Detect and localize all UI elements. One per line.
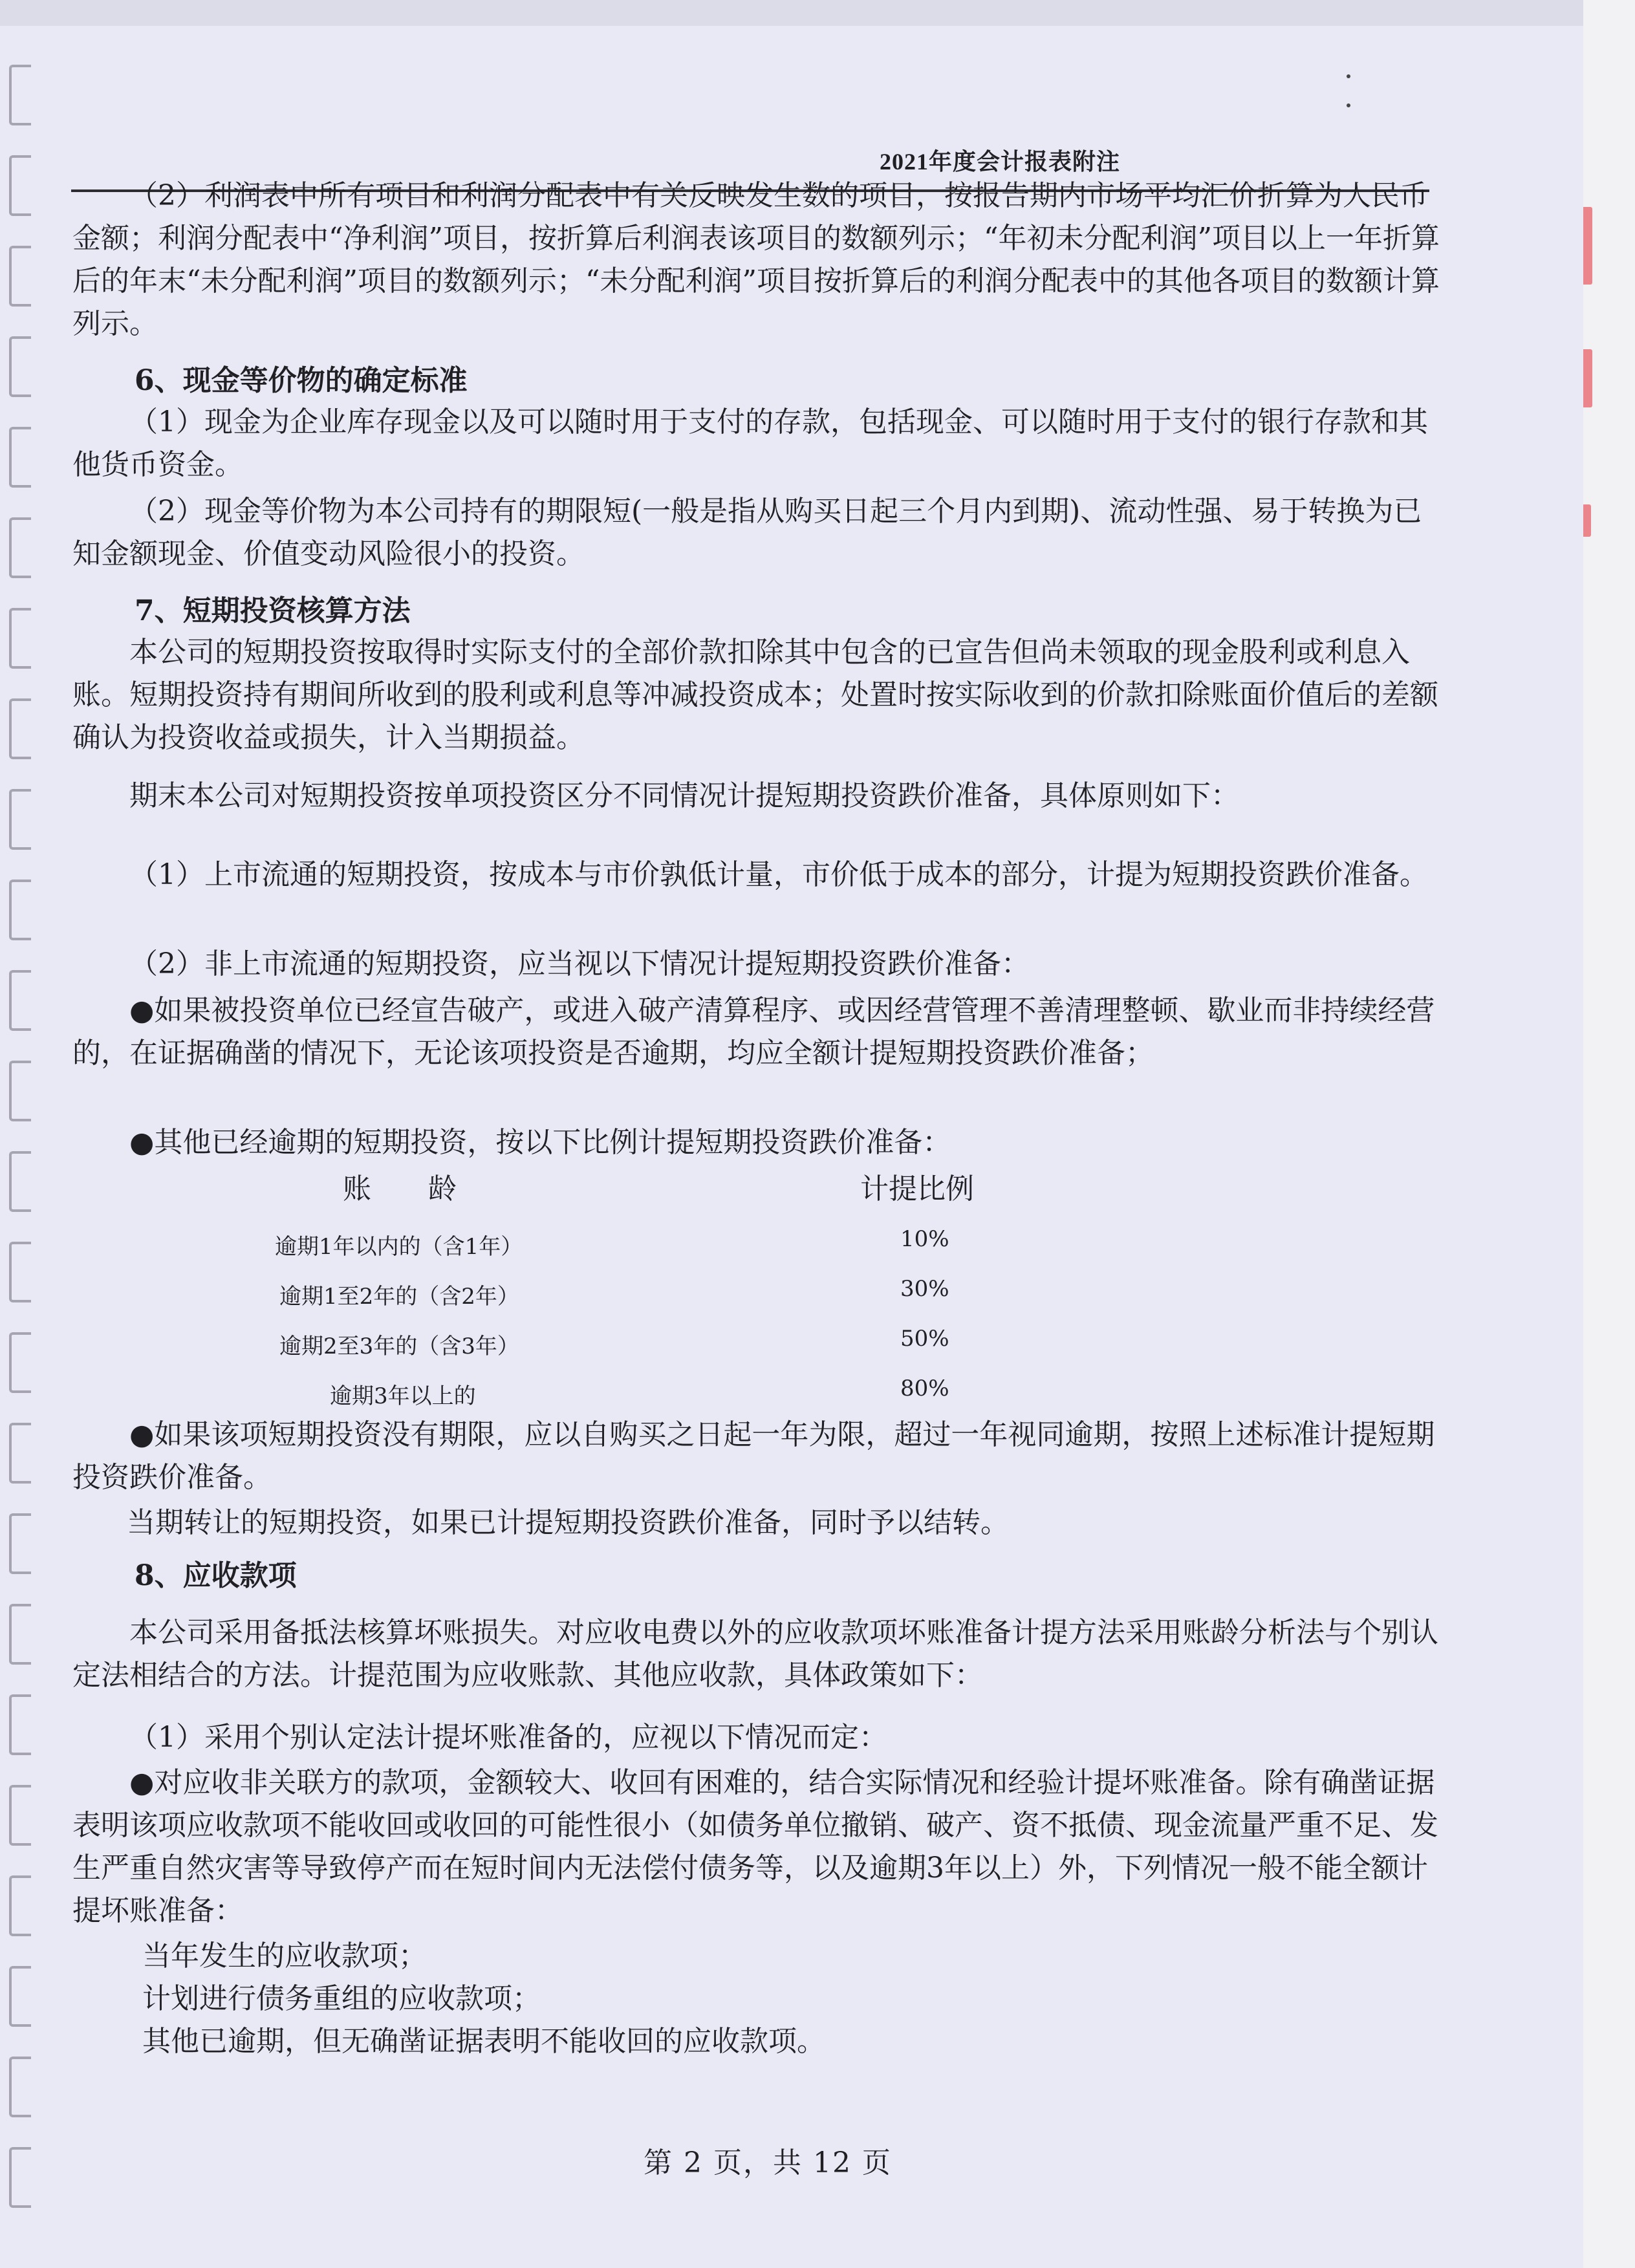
- binder-hole-icon: [9, 789, 31, 850]
- paragraph-non-related-receivables: ●对应收非关联方的款项，金额较大、收回有困难的，结合实际情况和经验计提坏账准备。除有确凿证据表明该项应收款项不能收回或收回的可能性很小（如债务单位撤销、破产、资不抵债、现金流量严重不足、发生严重自然灾害等导致停产而在短时间内无法偿付债务等，以及逾期3年以上）外，下列情况一般不能全额计提坏账准备：: [72, 1766, 1438, 1927]
- table-cell-ratio: 10%: [900, 1226, 949, 1252]
- table-cell-aging: 逾期1年以内的（含1年）: [275, 1234, 523, 1260]
- paragraph-individual-assessment: （1）采用个别认定法计提坏账准备的，应视以下情况而定：: [129, 1721, 887, 1754]
- table-header-aging: 账 龄: [343, 1172, 457, 1205]
- list-item-current-year: 当年发生的应收款项；: [142, 1939, 427, 1972]
- binder-hole-icon: [9, 1513, 31, 1574]
- binder-hole-icon: [9, 2057, 31, 2117]
- binder-hole-icon: [9, 970, 31, 1031]
- table-cell-ratio: 50%: [900, 1326, 949, 1352]
- scan-margin-strip: [1583, 0, 1635, 2268]
- red-stamp-fragment: [1582, 504, 1591, 537]
- section-heading-short-term-investment: 7、短期投资核算方法: [135, 594, 411, 627]
- binder-hole-icon: [9, 698, 31, 759]
- scan-speck: [1347, 74, 1350, 78]
- binder-hole-icon: [9, 1785, 31, 1846]
- page-number: 第 2 页，共 12 页: [644, 2146, 892, 2179]
- binder-hole-icon: [9, 1242, 31, 1302]
- binder-hole-icon: [9, 1694, 31, 1755]
- paragraph-cash-definition: （1）现金为企业库存现金以及可以随时用于支付的存款，包括现金、可以随时用于支付的银行存款和其他货币资金。: [72, 405, 1428, 481]
- paragraph-no-maturity: ●如果该项短期投资没有期限，应以自购买之日起一年为限，超过一年视同逾期，按照上述标准计提短期投资跌价准备。: [72, 1418, 1435, 1494]
- binder-hole-icon: [9, 880, 31, 940]
- binder-hole-icon: [9, 1604, 31, 1665]
- table-cell-aging: 逾期1至2年的（含2年）: [279, 1284, 519, 1310]
- document-page: [0, 26, 1583, 2268]
- paragraph-impairment-principles: 期末本公司对短期投资按单项投资区分不同情况计提短期投资跌价准备，具体原则如下：: [129, 779, 1239, 812]
- table-cell-ratio: 30%: [900, 1276, 949, 1302]
- binder-hole-icon: [9, 1966, 31, 2027]
- binder-hole-icon: [9, 155, 31, 216]
- page-header-title: 2021年度会计报表附注: [880, 149, 1121, 175]
- paragraph-unlisted-investments: （2）非上市流通的短期投资，应当视以下情况计提短期投资跌价准备：: [129, 947, 1030, 980]
- paragraph-bad-debt-method: 本公司采用备抵法核算坏账损失。对应收电费以外的应收款项坏账准备计提方法采用账龄分析法与个别认定法相结合的方法。计提范围为应收账款、其他应收款，具体政策如下：: [72, 1616, 1438, 1692]
- binder-hole-icon: [9, 65, 31, 125]
- paragraph-transfer: 当期转让的短期投资，如果已计提短期投资跌价准备，同时予以结转。: [127, 1506, 1009, 1539]
- section-heading-cash-equivalents: 6、现金等价物的确定标准: [135, 364, 468, 397]
- list-item-overdue-unproven: 其他已逾期，但无确凿证据表明不能收回的应收款项。: [142, 2025, 825, 2058]
- binder-hole-icon: [9, 427, 31, 488]
- binder-hole-icon: [9, 1423, 31, 1484]
- binder-hole-icon: [9, 1061, 31, 1121]
- paragraph-profit-translation: （2）利润表中所有项目和利润分配表中有关反映发生数的项目，按报告期内市场平均汇价折算为人民币金额；利润分配表中“净利润”项目，按折算后利润表该项目的数额列示；“年初未分配利润”项目以上一年折算后的年末“未分配利润”项目的数额列示；“未分配利润”项目按折算后的利润分配表中的其他各项目的数额计算列示。: [72, 179, 1440, 340]
- table-header-ratio: 计提比例: [860, 1172, 974, 1205]
- paragraph-bankrupt-investee: ●如果被投资单位已经宣告破产，或进入破产清算程序、或因经营管理不善清理整顿、歇业而非持续经营的，在证据确凿的情况下，无论该项投资是否逾期，均应全额计提短期投资跌价准备；: [72, 994, 1435, 1070]
- scan-speck: [1347, 103, 1350, 107]
- paragraph-listed-investments: （1）上市流通的短期投资，按成本与市价孰低计量，市价低于成本的部分，计提为短期投资跌价准备。: [129, 858, 1428, 891]
- binder-hole-icon: [9, 608, 31, 669]
- table-cell-aging: 逾期2至3年的（含3年）: [279, 1334, 519, 1359]
- table-cell-aging: 逾期3年以上的: [330, 1383, 476, 1409]
- binder-hole-icon: [9, 1332, 31, 1393]
- section-heading-receivables: 8、应收款项: [135, 1559, 297, 1592]
- paragraph-cash-equivalent-definition: （2）现金等价物为本公司持有的期限短(一般是指从购买日起三个月内到期)、流动性强、易于转换为已知金额现金、价值变动风险很小的投资。: [72, 495, 1422, 570]
- binder-hole-icon: [9, 336, 31, 397]
- paragraph-overdue-ratio-intro: ●其他已经逾期的短期投资，按以下比例计提短期投资跌价准备：: [129, 1126, 951, 1159]
- binder-hole-icon: [9, 246, 31, 307]
- table-cell-ratio: 80%: [900, 1376, 949, 1401]
- binder-hole-icon: [9, 1875, 31, 1936]
- binder-hole-icon: [9, 517, 31, 578]
- list-item-debt-restructuring: 计划进行债务重组的应收款项；: [142, 1982, 541, 2015]
- paragraph-investment-accounting: 本公司的短期投资按取得时实际支付的全部价款扣除其中包含的已宣告但尚未领取的现金股利或利息入账。短期投资持有期间所收到的股利或利息等冲减投资成本；处置时按实际收到的价款扣除账面价值后的差额确认为投资收益或损失，计入当期损益。: [72, 636, 1438, 754]
- binder-hole-icon: [9, 1151, 31, 1212]
- binder-hole-icon: [9, 2147, 31, 2208]
